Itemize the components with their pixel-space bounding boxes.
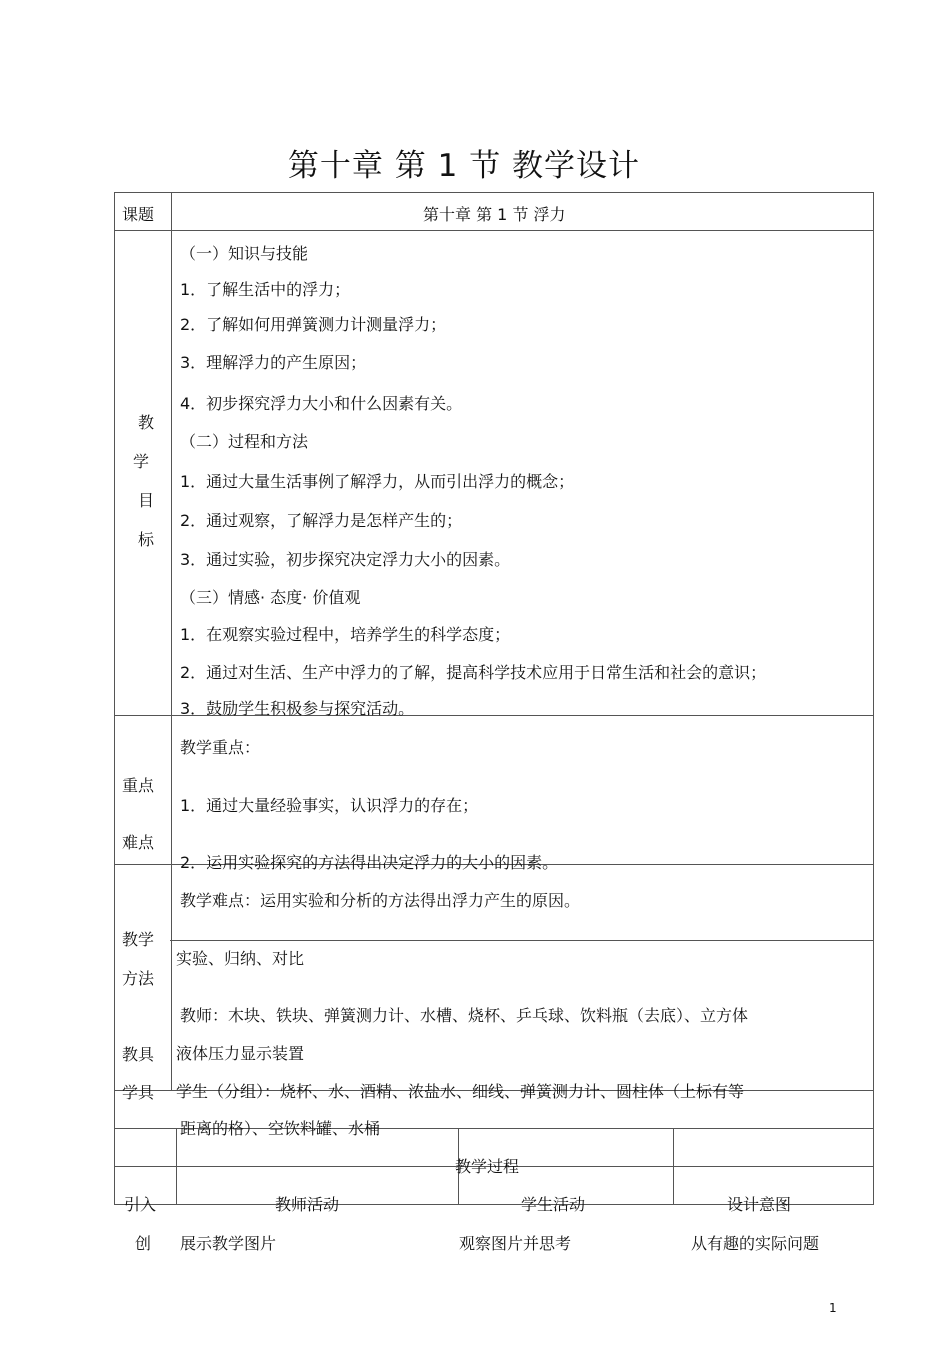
objective-line: 2．了解如何用弹簧测力计测量浮力； — [180, 315, 447, 334]
method-label: 教学 — [122, 930, 155, 949]
objective-heading: （三）情感· 态度· 价值观 — [180, 588, 361, 607]
difficulty-label: 难点 — [122, 833, 155, 852]
objective-line: 3．通过实验，初步探究决定浮力大小的因素。 — [180, 550, 511, 569]
design-intent: 从有趣的实际问题 — [691, 1234, 820, 1253]
stage-label: 创 — [135, 1234, 152, 1253]
tools-label: 教具 — [122, 1045, 155, 1064]
teacher-activity: 展示教学图片 — [180, 1234, 277, 1253]
method-label: 方法 — [122, 969, 155, 988]
teacher-tools: 液体压力显示装置 — [176, 1044, 305, 1063]
objective-line: 3．鼓励学生积极参与探究活动。 — [180, 699, 415, 718]
topic-label: 课题 — [122, 205, 155, 224]
method-value: 实验、归纳、对比 — [176, 949, 305, 968]
column-header-intent: 设计意图 — [727, 1195, 792, 1214]
teacher-tools: 教师：木块、铁块、弹簧测力计、水槽、烧杯、乒乓球、饮料瓶（去底）、立方体 — [180, 1006, 749, 1025]
document-title: 第十章 第 1 节 教学设计 — [287, 148, 641, 184]
keypoint-heading: 教学重点： — [180, 738, 261, 757]
keypoint-line: 1．通过大量经验事实，认识浮力的存在； — [180, 796, 479, 815]
student-tools: 距离的格）、空饮料罐、水桶 — [180, 1119, 381, 1138]
topic-value: 第十章 第 1 节 浮力 — [423, 205, 566, 224]
objectives-label-char: 学 — [133, 452, 150, 471]
keypoint-label: 重点 — [122, 776, 155, 795]
keypoint-line: 2．运用实验探究的方法得出决定浮力的大小的因素。 — [180, 853, 559, 872]
column-header-student: 学生活动 — [521, 1195, 586, 1214]
column-header-teacher: 教师活动 — [275, 1195, 340, 1214]
process-header: 教学过程 — [455, 1157, 520, 1176]
objective-line: 1．了解生活中的浮力； — [180, 280, 351, 299]
student-activity: 观察图片并思考 — [459, 1234, 572, 1253]
objective-line: 3．理解浮力的产生原因； — [180, 353, 367, 372]
objective-line: 1．在观察实验过程中，培养学生的科学态度； — [180, 625, 511, 644]
stage-label: 引入 — [124, 1195, 157, 1214]
page-number: 1 — [829, 1301, 837, 1315]
objectives-label-char: 目 — [138, 491, 155, 510]
objective-line: 2．通过对生活、生产中浮力的了解，提高科学技术应用于日常生活和社会的意识； — [180, 663, 767, 682]
objective-line: 1．通过大量生活事例了解浮力，从而引出浮力的概念； — [180, 472, 575, 491]
student-tools: 学生（分组）：烧杯、水、酒精、浓盐水、细线、弹簧测力计、圆柱体（上标有等 — [176, 1082, 745, 1101]
tools-label: 学具 — [122, 1083, 155, 1102]
objective-line: 2．通过观察，了解浮力是怎样产生的； — [180, 511, 463, 530]
difficulty-text: 教学难点：运用实验和分析的方法得出浮力产生的原因。 — [180, 891, 581, 910]
objective-heading: （二）过程和方法 — [180, 432, 309, 451]
objectives-label-char: 教 — [138, 413, 155, 432]
objective-heading: （一）知识与技能 — [180, 244, 309, 263]
objectives-label-char: 标 — [138, 530, 155, 549]
objective-line: 4．初步探究浮力大小和什么因素有关。 — [180, 394, 463, 413]
